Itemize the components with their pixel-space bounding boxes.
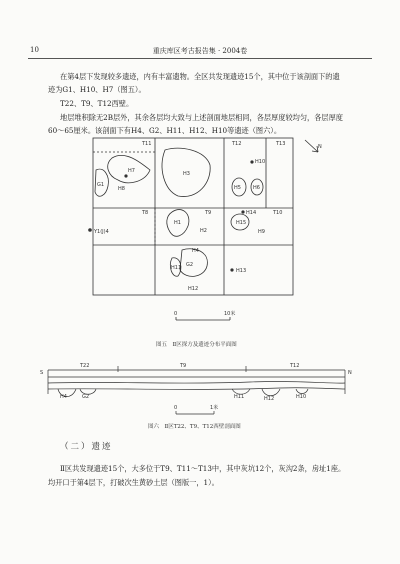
running-title: 重庆库区考古报告集 · 2004卷 [152, 47, 248, 55]
label-T11: T11 [142, 141, 152, 147]
profile-label-H4: H4 [60, 394, 67, 400]
profile-label-H12: H12 [264, 396, 275, 402]
label-G1: G1 [97, 182, 105, 188]
fig5-scale-zero: 0 [174, 311, 178, 317]
label-T9: T9 [205, 210, 212, 216]
label-H2: H2 [200, 228, 207, 234]
profile-mark-right: N [348, 370, 352, 376]
paragraph-3-line-1: 地层堆积除无2B层外，其余各层均大致与上述剖面地层相同，各层厚度较均匀，各层厚度 [60, 113, 343, 122]
label-H6: H6 [253, 185, 260, 191]
paragraph-1-line-2: 迹为G1、H10、H7（图五）。 [48, 85, 146, 94]
profile-mark-left: S [40, 370, 44, 376]
fig6-scale-max: 1米 [210, 405, 219, 411]
profile-layer-line-2 [48, 381, 345, 383]
label-H10: H10 [255, 159, 266, 165]
profile-label-H11: H11 [234, 394, 245, 400]
label-H15: H15 [236, 220, 247, 226]
label-H4: H4 [192, 248, 199, 254]
label-T12: T12 [232, 141, 242, 147]
label-north: N [318, 144, 322, 150]
paragraph-4-line-1: Ⅱ区共发现遗迹15个，大多位于T9、T11～T13中，其中灰坑12个，灰沟2条，房址1座。 [60, 464, 346, 473]
profile-pit-h12 [262, 389, 280, 396]
label-T8: T8 [142, 210, 149, 216]
label-H12: H12 [188, 286, 199, 292]
section-heading: （二）遗迹 [60, 442, 113, 452]
label-H8: H8 [118, 186, 125, 192]
label-T10: T10 [273, 210, 283, 216]
paragraph-2: T22、T9、T12西壁。 [60, 99, 134, 108]
label-H14: H14 [246, 210, 257, 216]
page-number: 10 [30, 46, 39, 54]
profile-pit-h10 [296, 389, 308, 394]
label-H7: H7 [128, 168, 135, 174]
label-H5: H5 [234, 185, 241, 191]
figure-6-caption: 图六 Ⅱ区T22、T9、T12西壁剖面图 [148, 424, 241, 430]
profile-label-H10: H10 [296, 394, 307, 400]
label-H11: H11 [171, 265, 182, 271]
paragraph-3-line-2: 60～65厘米。该剖面下有H4、G2、H11、H12、H10等遗迹（图六）。 [48, 126, 282, 135]
label-G2: G2 [186, 262, 194, 268]
profile-label-T9: T9 [180, 363, 187, 369]
profile-label-G2: G2 [82, 394, 90, 400]
paragraph-1-line-1: 在第4层下发现较多遗迹，内有丰富遗物。全区共发现遗迹15个，其中位于该剖面下的遗 [60, 72, 340, 81]
profile-layer-line-3 [48, 388, 345, 390]
profile-label-T12: T12 [290, 363, 300, 369]
fig6-scale-zero: 0 [174, 405, 178, 411]
label-T13: T13 [276, 141, 286, 147]
fig5-scale-max: 10米 [224, 311, 236, 317]
paragraph-4-line-2: 均开口于第4层下，打破次生黄砂土层（图版一，1）。 [48, 478, 219, 487]
figure-5-caption: 图五 Ⅱ区探方及遗迹分布平面图 [156, 342, 237, 348]
label-H1: H1 [174, 220, 181, 226]
label-H3: H3 [183, 171, 190, 177]
label-H13: H13 [236, 268, 247, 274]
label-well: Y1(J)4 [94, 229, 109, 235]
label-H9: H9 [258, 229, 265, 235]
profile-label-T22: T22 [80, 363, 90, 369]
